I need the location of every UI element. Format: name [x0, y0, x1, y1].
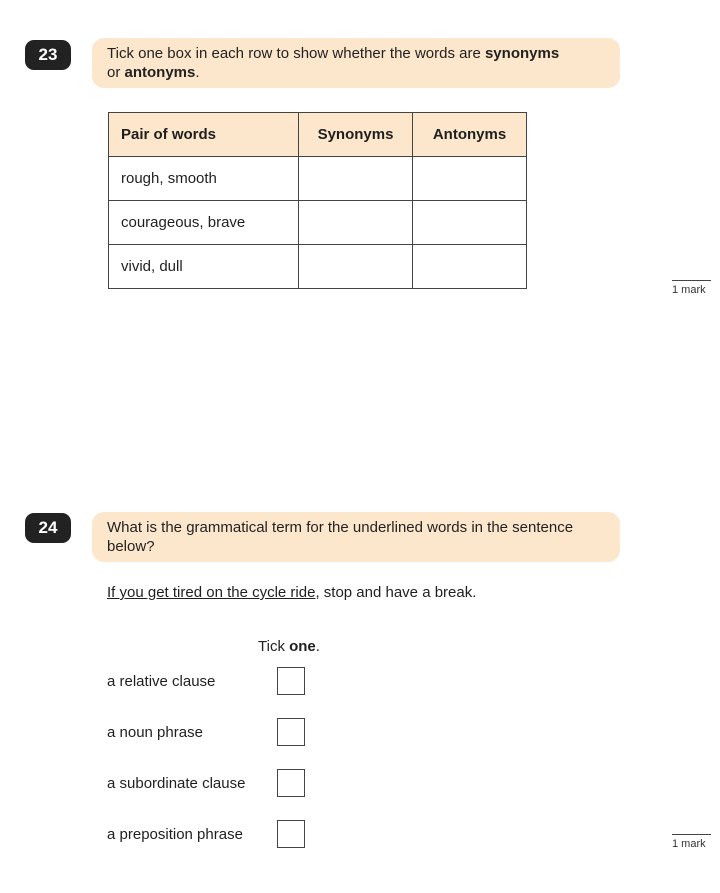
option-checkbox[interactable] [277, 667, 305, 695]
example-sentence [107, 584, 476, 601]
option-label: a relative clause [107, 673, 216, 690]
mark-label-q23: 1 mark [672, 284, 706, 296]
option-label: a preposition phrase [107, 826, 243, 843]
antonyms-tick-cell[interactable] [413, 201, 527, 245]
question-24-prompt: What is the grammatical term for the underlined words in the sentence below? [92, 512, 620, 562]
question-23-prompt [92, 38, 620, 88]
word-pair-cell: rough, smooth [109, 157, 299, 201]
option-checkbox[interactable] [277, 718, 305, 746]
antonyms-tick-cell[interactable] [413, 157, 527, 201]
mark-label-q24: 1 mark [672, 838, 706, 850]
prompt-bold-antonyms: antonyms [124, 64, 196, 81]
question-number-23: 23 [25, 40, 71, 70]
question-number-24: 24 [25, 513, 71, 543]
header-pair-of-words: Pair of words [109, 113, 299, 157]
mark-divider [672, 280, 711, 281]
tick-text: Tick [258, 638, 290, 655]
table-row [109, 157, 527, 201]
tick-one-instruction [258, 638, 320, 655]
mark-divider [672, 834, 711, 835]
underlined-words: If you get tired on the cycle ride [107, 584, 316, 601]
option-label: a subordinate clause [107, 775, 246, 792]
header-antonyms: Antonyms [413, 113, 527, 157]
synonyms-tick-cell[interactable] [299, 157, 413, 201]
prompt-text: Tick one box in each row to show whether the words are [107, 45, 485, 62]
prompt-text: or [107, 64, 125, 81]
tick-text: . [315, 638, 320, 655]
word-pair-cell: vivid, dull [109, 245, 299, 289]
word-pair-cell: courageous, brave [109, 201, 299, 245]
table-row [109, 201, 527, 245]
synonyms-tick-cell[interactable] [299, 245, 413, 289]
tick-bold-one: one [289, 638, 316, 655]
prompt-bold-synonyms: synonyms [484, 45, 560, 62]
option-checkbox[interactable] [277, 769, 305, 797]
sentence-rest: , stop and have a break. [315, 584, 477, 601]
header-synonyms: Synonyms [299, 113, 413, 157]
option-label: a noun phrase [107, 724, 203, 741]
table-header-row [109, 113, 527, 157]
option-checkbox[interactable] [277, 820, 305, 848]
synonym-antonym-table [108, 112, 527, 289]
antonyms-tick-cell[interactable] [413, 245, 527, 289]
synonyms-tick-cell[interactable] [299, 201, 413, 245]
prompt-text: . [195, 64, 200, 81]
table-row [109, 245, 527, 289]
